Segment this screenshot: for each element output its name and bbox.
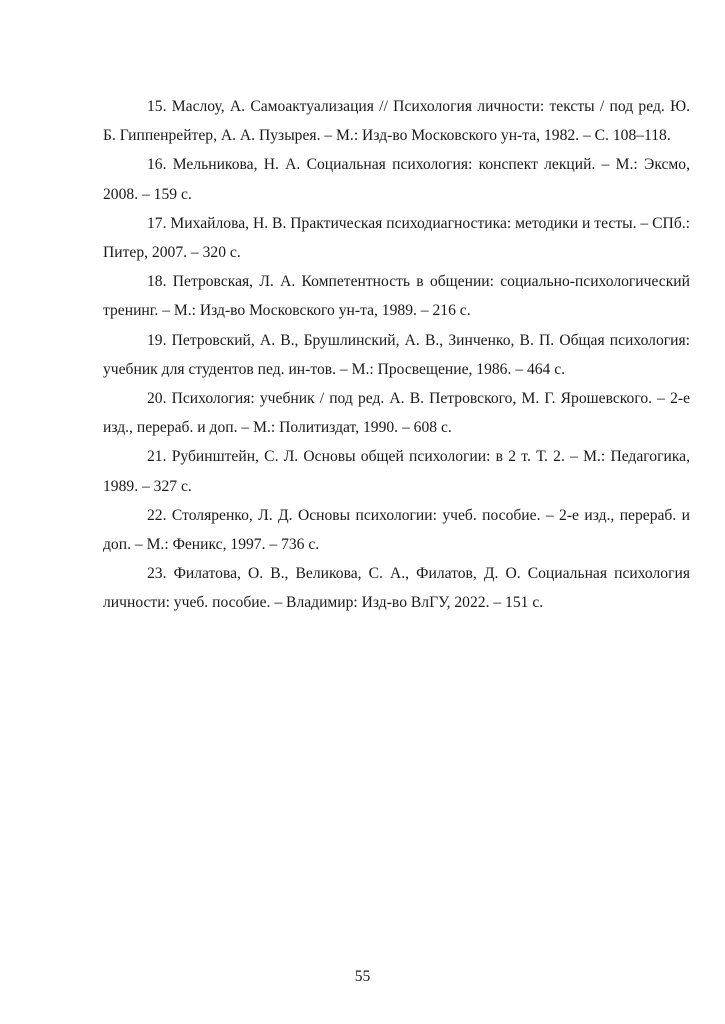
reference-item-17: 17. Михайлова, Н. В. Практическая психодиагностика: методики и тесты. – СПб.: Питер, 2007. – 320 с. (103, 214, 690, 262)
reference-item-18: 18. Петровская, Л. А. Компетентность в общении: социально-психологический тренинг. – М.: Изд-во Московского ун-та, 1989. – 216 с. (103, 273, 690, 320)
reference-item-21: 21. Рубинштейн, С. Л. Основы общей психологии: в 2 т. Т. 2. – М.: Педагогика, 1989. – 327 с. (103, 448, 690, 495)
reference-item-19: 19. Петровский, А. В., Брушлинский, А. В., Зинченко, В. П. Общая психология: учебник для студентов пед. ин-тов. – М.: Просвещение, 1986. – 464 с. (103, 331, 690, 378)
reference-item-23: 23. Филатова, О. В., Великова, С. А., Филатов, Д. О. Социальная психология личности: учеб. пособие. – Владимир: Изд-во ВлГУ, 2022. – 151 с. (103, 565, 690, 612)
reference-item-22: 22. Столяренко, Л. Д. Основы психологии: учеб. пособие. – 2-е изд., перераб. и доп. – М.: Феникс, 1997. – 736 с. (103, 506, 690, 554)
reference-item-20: 20. Психология: учебник / под ред. А. В. Петровского, М. Г. Ярошевского. – 2-е изд., перераб. и доп. – М.: Политиздат, 1990. – 608 с. (103, 390, 690, 437)
reference-list (103, 92, 690, 618)
page-number: 55 (354, 968, 371, 985)
reference-item-16: 16. Мельникова, Н. А. Социальная психология: конспект лекций. – М.: Эксмо, 2008. – 159 с. (103, 156, 690, 203)
reference-item-15: 15. Маслоу, А. Самоактуализация // Психология личности: тексты / под ред. Ю. Б. Гиппенрейтер, А. А. Пузырея. – М.: Изд-во Московского ун-та, 1982. – С. 108–118. (103, 98, 690, 145)
